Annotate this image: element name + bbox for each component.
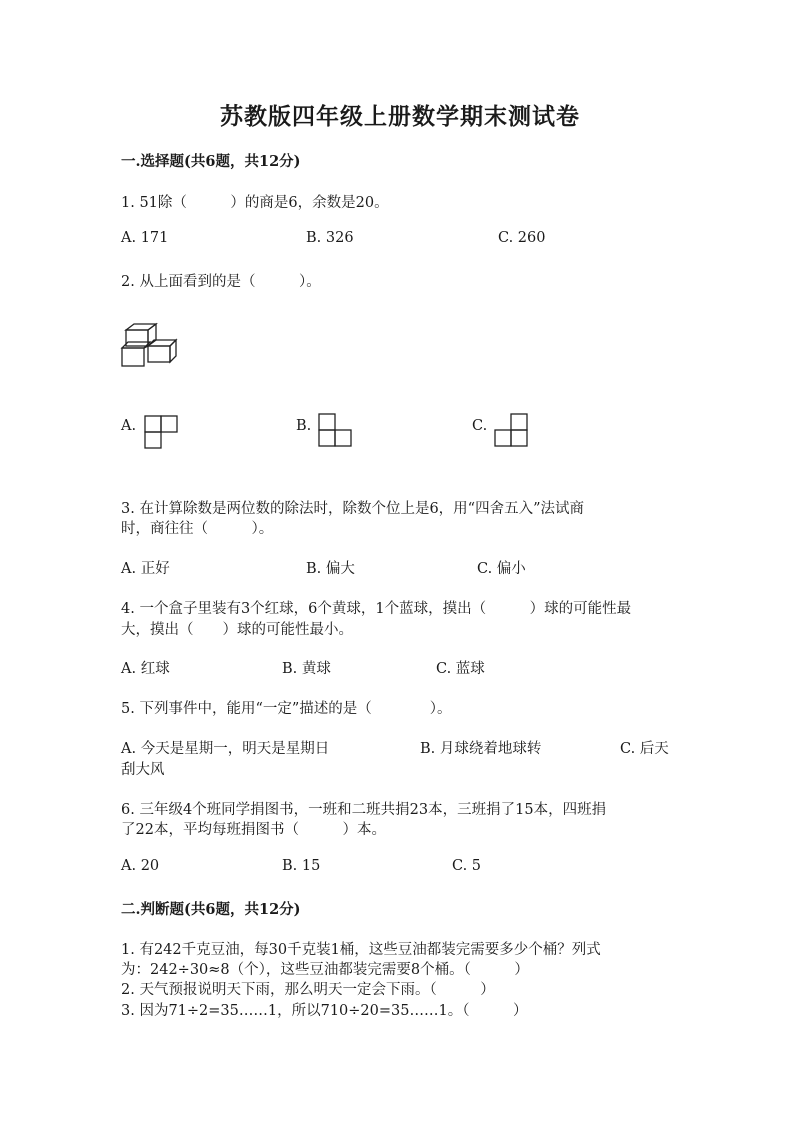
page-title: 苏教版四年级上册数学期末测试卷: [220, 103, 580, 130]
judgment-2-text: 2. 天气预报说明天下雨，那么明天一定会下雨。（ ）: [121, 982, 495, 998]
question-3-option-a: A. 正好: [121, 561, 170, 577]
view-figure-c: [493, 412, 529, 448]
judgment-3-text: 3. 因为71÷2=35……1，所以710÷20=35……1。（ ）: [121, 1003, 528, 1019]
question-5-option-a: A. 今天是星期一，明天是星期日: [121, 741, 330, 757]
question-5-text: 5. 下列事件中，能用“一定”描述的是（ ）。: [121, 701, 452, 717]
question-1-option-a: A. 171: [121, 230, 169, 246]
question-1-option-c: C. 260: [498, 230, 546, 246]
question-3-line-1: 3. 在计算除数是两位数的除法时，除数个位上是6，用“四舍五入”法试商: [121, 501, 584, 517]
question-6-option-c: C. 5: [452, 858, 482, 874]
question-5-option-b: B. 月球绕着地球转: [420, 741, 542, 757]
question-4-line-2: 大，摸出（ ）球的可能性最小。: [121, 622, 353, 638]
question-3-line-2: 时，商往往（ ）。: [121, 521, 274, 537]
judgment-1-line-1: 1. 有242千克豆油，每30千克装1桶，这些豆油都装完需要多少个桶？列式: [121, 942, 601, 958]
question-3-option-b: B. 偏大: [306, 561, 355, 577]
question-6-option-a: A. 20: [121, 858, 160, 874]
section-heading-judgment: 二.判断题(共6题，共12分): [121, 901, 301, 918]
question-5-option-c: C. 后天: [620, 741, 669, 757]
view-figure-a: [143, 414, 179, 450]
question-2-option-c: C.: [472, 418, 488, 434]
cube-stack-figure: [120, 322, 182, 368]
question-4-option-a: A. 红球: [121, 661, 170, 677]
question-6-line-2: 了22本，平均每班捐图书（ ）本。: [121, 822, 386, 838]
question-4-option-c: C. 蓝球: [436, 661, 485, 677]
question-2-option-b: B.: [296, 418, 312, 434]
question-3-option-c: C. 偏小: [477, 561, 526, 577]
question-4-line-1: 4. 一个盒子里装有3个红球，6个黄球，1个蓝球，摸出（ ）球的可能性最: [121, 601, 632, 617]
question-4-option-b: B. 黄球: [282, 661, 331, 677]
question-6-line-1: 6. 三年级4个班同学捐图书，一班和二班共捐23本，三班捐了15本，四班捐: [121, 802, 607, 818]
section-heading-choice: 一.选择题(共6题，共12分): [121, 153, 301, 170]
judgment-1-line-2: 为：242÷30≈8（个），这些豆油都装完需要8个桶。（ ）: [121, 962, 529, 978]
question-1-option-b: B. 326: [306, 230, 354, 246]
question-2-option-a: A.: [121, 418, 137, 434]
question-2-text: 2. 从上面看到的是（ ）。: [121, 274, 321, 290]
question-6-option-b: B. 15: [282, 858, 321, 874]
view-figure-b: [317, 412, 353, 448]
question-1-text: 1. 51除（ ）的商是6，余数是20。: [121, 195, 389, 211]
question-5-option-c-wrap: 刮大风: [121, 762, 165, 778]
